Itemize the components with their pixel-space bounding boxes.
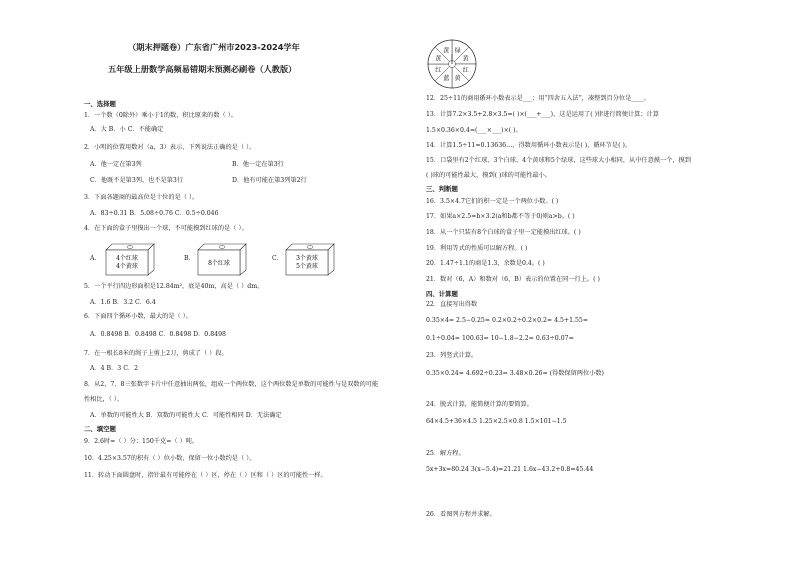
spinner-sector-label: 黄	[443, 47, 450, 55]
question-4: 4．在下面的盒子里摸出一个球，不可能摸到红球的是（ ）。	[84, 225, 248, 232]
question-8-options: A．单数的可能性大 B．双数的可能性大 C．可能性相同 D．无法确定	[90, 412, 282, 419]
box-c-line-2: 5个黄球	[296, 263, 318, 270]
question-23-items: 0.35×0.24= 4.692÷0.23= 3.48×0.26= (得数保留两位小数)	[426, 370, 604, 377]
box-a-line-1: 4个红球	[116, 255, 138, 262]
spinner-sector-label: 黄	[462, 55, 469, 63]
question-15-continued: ( )球的可能性最大，摸到( )球的可能性最小。	[426, 172, 551, 179]
spinner-sector-label: 红	[435, 66, 442, 74]
question-6: 6．下面四个循环小数，最大的是（ ）。	[84, 313, 192, 320]
question-13: 13．计算7.2×3.5+2.8×3.5=( )×(___+___)，这是运用了( )律进行简便计算；计算	[426, 111, 659, 118]
question-1-options: A．大 B．小 C．不能确定	[90, 126, 164, 133]
question-8: 8．从2、7、8三张数字卡片中任意抽出两张，组成一个两位数，这个两位数是单数的可能性与是双数的可能	[84, 381, 379, 388]
question-1: 1．一个数（0除外）乘小于1的数，积比原来的数（ ）。	[84, 112, 237, 119]
question-7-options: A．4 B．3 C．2	[90, 365, 139, 372]
question-14: 14．计算1.5÷11=0.13636…，得数用循环小数表示是( )，循环节是( )。	[426, 142, 632, 149]
spinner-sector-label: 红	[462, 66, 469, 74]
question-18: 18．从一个只装有8个白球的盒子里一定能摸出红球。( )	[426, 229, 581, 236]
spinner-disc	[426, 38, 478, 90]
question-4-label-a: A．	[90, 255, 101, 262]
question-2-option-b: B．他一定在第3行	[232, 161, 284, 168]
question-24: 24．脱式计算，能简便计算的要简算。	[426, 401, 533, 408]
section-fill: 二、填空题	[84, 425, 116, 433]
question-4-label-c: C．	[272, 255, 283, 262]
section-judge: 三、判断题	[426, 185, 458, 193]
question-10: 10．4.25×3.57的积有（ ）位小数，保留一位小数约是（ ）。	[84, 455, 256, 462]
box-c-illustration	[284, 238, 336, 276]
question-11: 11．转动下面圆盘时，指针最有可能停在（ ）区，停在（ ）区和（ ）区的可能性一样。	[84, 472, 327, 479]
question-25-items: 5x+3x=80.24 3(x−5.4)=21.21 1.6x−43.2+0.8=45.44	[426, 466, 594, 473]
spinner-sector-label: 黄	[454, 74, 461, 82]
spinner-sector-label: 蓝	[443, 74, 450, 82]
box-c-line-1: 3个黄球	[296, 255, 318, 262]
question-3-options: A．83÷0.31 B．5.08÷0.76 C．0.5÷0.046	[90, 210, 219, 217]
question-22-row-2: 0.1÷0.04= 100.63= 10−1.8−2.2= 0.63÷0.07=	[426, 335, 574, 342]
question-21: 21．数对（6，A）和数对（6，B）表示的位置在同一行上。( )	[426, 276, 600, 283]
section-choice: 一、选择题	[84, 100, 116, 108]
question-6-options: A．0.8498̇ B．0.849̇8̇ C．0.8̇49̇8 D．0.8̇498̇	[90, 331, 226, 338]
question-4-label-b: B．	[184, 255, 195, 262]
section-calc: 四、计算题	[426, 290, 458, 298]
question-13-continued: 1.5×0.36×0.4=(___×___)×( )。	[426, 127, 522, 134]
question-15: 15．口袋里有2个红球、3个白球、4个黄球和5个绿球，这些球大小相同，从中任意摸一个，摸到	[426, 157, 691, 164]
question-17: 17．如果a×2.5=b×3.2(a和b都不等于0)则a>b。( )	[426, 213, 575, 220]
spinner-sector-label: 绿	[454, 47, 461, 55]
question-22: 22．直接写出得数	[426, 301, 478, 308]
question-9: 9．2.6时=（ ）分；150千克=（ ）吨。	[84, 438, 199, 445]
question-16: 16．3.5×4.7它们的积一定是一个两位小数。( )	[426, 198, 559, 205]
question-2-option-a: A．他一定在第3列	[90, 161, 142, 168]
question-22-row-1: 0.35×4= 2.5−0.25= 0.2×0.2÷0.2×0.2= 4.5+1.55=	[426, 317, 589, 324]
box-a-illustration	[104, 238, 156, 276]
question-23: 23．列竖式计算。	[426, 352, 478, 359]
title-line-2: 五年级上册数学高频易错期末预测必刷卷（人教版）	[108, 64, 297, 74]
question-8-continued: 性相比，（ ）。	[84, 396, 124, 403]
box-a-line-2: 4个黄球	[116, 263, 138, 270]
box-b-illustration	[196, 238, 248, 276]
question-19: 19．利用等式的性质可以解方程。( )	[426, 245, 528, 252]
spinner-sector-label: 黄	[435, 55, 442, 63]
question-24-items: 64×4.5+36×4.5 1.25×2.5×0.8 1.5×101−1.5	[426, 418, 567, 425]
question-20: 20．1.47÷1.1的商是1.3，余数是0.4。( )	[426, 260, 545, 267]
title-line-1: （期末押题卷）广东省广州市2023-2024学年	[128, 42, 300, 52]
question-2: 2．小明的位置用数对（a，3）表示，下列说法正确的是（ ）。	[84, 144, 256, 151]
question-2-option-c: C．他既不是第3列，也不是第3行	[90, 177, 184, 184]
question-7: 7．在一根长8米的绳子上剪上2刀，剪成了（ ）段。	[84, 350, 228, 357]
question-12: 12．25÷11的商用循环小数表示是___；用“四舍五入法”，凑整到百分位是____。	[426, 95, 650, 102]
question-25: 25．解方程。	[426, 450, 465, 457]
question-26: 26．看图列方程并求解。	[426, 511, 496, 518]
question-5-options: A．1.6 B．3.2 C．6.4	[90, 299, 156, 306]
question-5: 5．一个平行四边形面积是12.84m²，底是40m，高是（ ）dm。	[84, 283, 264, 290]
question-3: 3．下面各题商的最高位是十位的是（ ）。	[84, 194, 199, 201]
box-b-line-1: 8个红球	[208, 260, 230, 267]
question-2-option-d: D．他有可能在第3列第2行	[232, 177, 307, 184]
